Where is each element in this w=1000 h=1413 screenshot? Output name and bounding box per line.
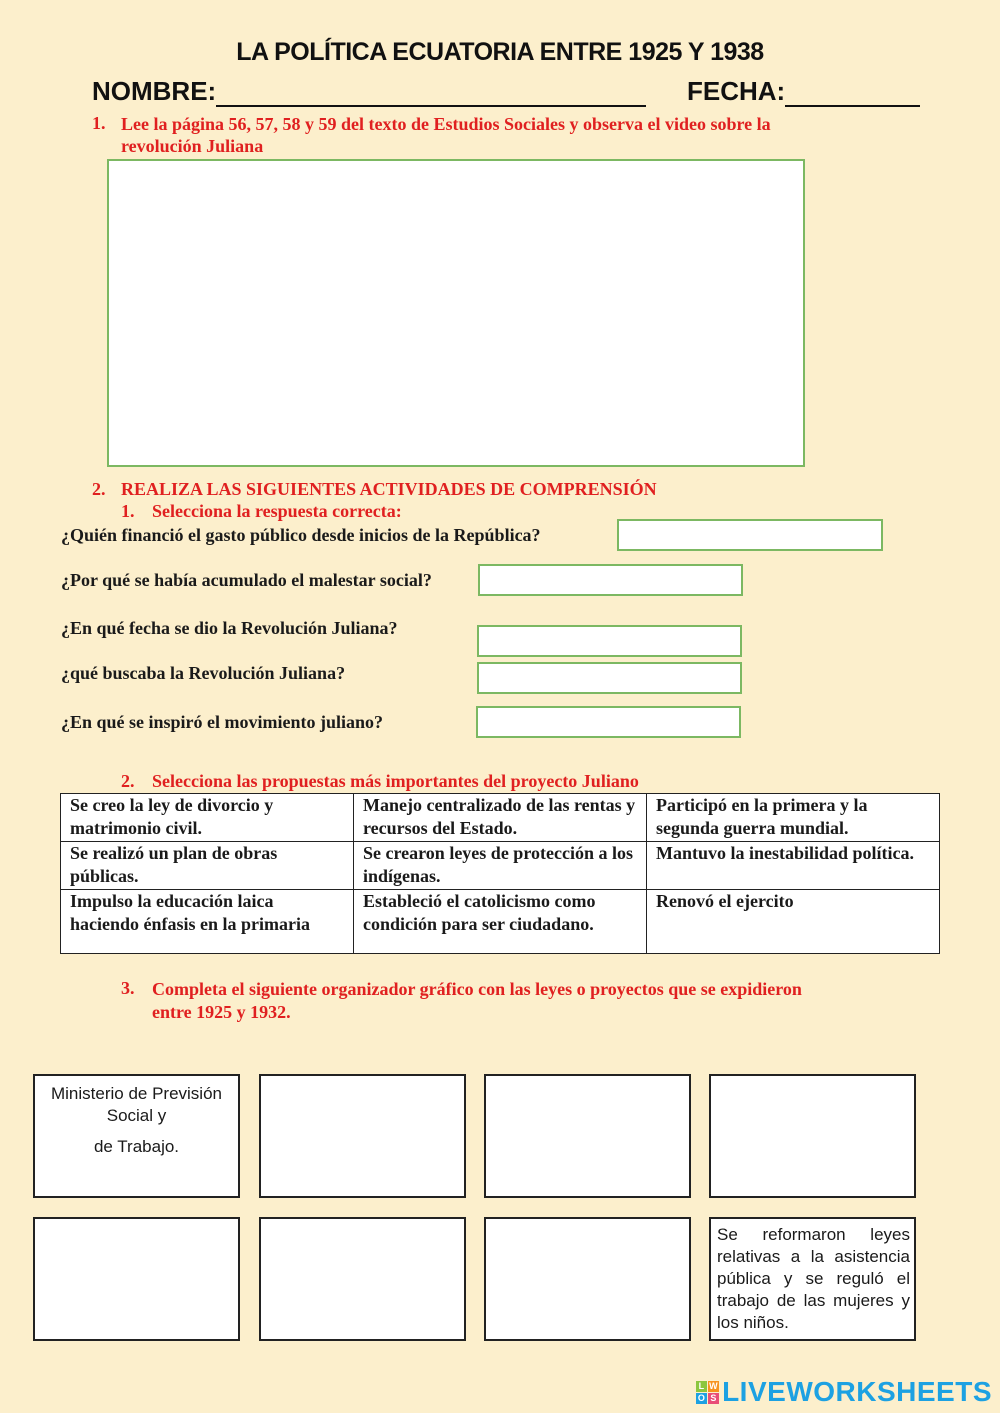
proposal-option[interactable]: Renovó el ejercito <box>647 890 940 954</box>
answer-input-1[interactable] <box>617 519 883 551</box>
section1-text-line1: Lee la página 56, 57, 58 y 59 del texto de Estudios Sociales y observa el video sobre la <box>121 114 771 134</box>
section2-sub1: Selecciona la respuesta correcta: <box>152 501 402 521</box>
proposal-option[interactable]: Estableció el catolicismo como condición para ser ciudadano. <box>354 890 647 954</box>
section3-text-line1: Completa el siguiente organizador gráfico con las leyes o proyectos que se expidieron <box>152 979 802 999</box>
date-label: FECHA: <box>687 76 786 106</box>
organizer-box-1 <box>33 1074 240 1198</box>
organizer-box-3[interactable] <box>484 1074 691 1198</box>
organizer-box-2[interactable] <box>259 1074 466 1198</box>
proposal-option[interactable]: Impulso la educación laica haciendo énfasis en la primaria <box>61 890 354 954</box>
table-row <box>61 794 940 842</box>
name-label: NOMBRE: <box>92 76 217 106</box>
organizer-box-1-text <box>35 1076 238 1158</box>
question-5: ¿En qué se inspiró el movimiento juliano? <box>61 712 384 732</box>
section2-sub2-number: 2. <box>121 771 135 791</box>
section3-number: 3. <box>121 978 135 998</box>
organizer-box-1-line1: Ministerio de Previsión <box>50 1084 222 1103</box>
section2-sub1-number: 1. <box>121 501 135 521</box>
logo-text: LIVEWORKSHEETS <box>722 1376 992 1407</box>
section1-number: 1. <box>92 113 106 133</box>
liveworksheets-logo <box>696 1376 992 1408</box>
date-row <box>687 76 920 107</box>
proposal-option[interactable]: Se crearon leyes de protección a los indígenas. <box>354 842 647 890</box>
organizer-box-1-line3: de Trabajo. <box>93 1137 180 1156</box>
question-4: ¿qué buscaba la Revolución Juliana? <box>61 663 346 683</box>
logo-mark-cell: O <box>697 1392 706 1403</box>
logo-mark-cell: S <box>708 1393 719 1404</box>
proposals-table <box>60 793 940 954</box>
table-row <box>61 842 940 890</box>
video-player[interactable] <box>107 159 805 467</box>
proposal-option[interactable]: Mantuvo la inestabilidad política. <box>647 842 940 890</box>
organizer-box-8-text: Se reformaron leyes relativas a la asistencia pública y se reguló el trabajo de las mujeres y los niños. <box>717 1225 910 1332</box>
answer-input-5[interactable] <box>476 706 741 738</box>
answer-input-4[interactable] <box>477 662 742 694</box>
table-row <box>61 890 940 954</box>
section3-text <box>152 978 802 1024</box>
proposal-option[interactable]: Se creo la ley de divorcio y matrimonio civil. <box>61 794 354 842</box>
answer-input-2[interactable] <box>478 564 743 596</box>
organizer-box-5[interactable] <box>33 1217 240 1341</box>
section2-heading: REALIZA LAS SIGUIENTES ACTIVIDADES DE COMPRENSIÓN <box>121 479 657 499</box>
section2-sub2: Selecciona las propuestas más importantes del proyecto Juliano <box>152 771 639 791</box>
section3-text-line2: entre 1925 y 1932. <box>152 1002 291 1022</box>
section1-text-line2: revolución Juliana <box>121 136 264 156</box>
proposal-option[interactable]: Se realizó un plan de obras públicas. <box>61 842 354 890</box>
answer-input-3[interactable] <box>477 625 742 657</box>
section1-text <box>121 113 771 157</box>
organizer-box-7[interactable] <box>484 1217 691 1341</box>
proposal-option[interactable]: Participó en la primera y la segunda guerra mundial. <box>647 794 940 842</box>
logo-mark-cell: W <box>709 1380 719 1391</box>
logo-mark-icon <box>696 1381 719 1404</box>
logo-mark-cell: L <box>696 1381 707 1392</box>
question-2: ¿Por qué se había acumulado el malestar social? <box>61 570 432 590</box>
section2-number: 2. <box>92 479 106 499</box>
organizer-box-4[interactable] <box>709 1074 916 1198</box>
page-title: LA POLÍTICA ECUATORIA ENTRE 1925 Y 1938 <box>236 38 764 66</box>
question-3: ¿En qué fecha se dio la Revolución Juliana? <box>61 618 398 638</box>
date-blank <box>785 81 920 107</box>
organizer-box-8 <box>709 1217 916 1341</box>
organizer-box-1-line2: Social y <box>106 1106 167 1125</box>
organizer-box-6[interactable] <box>259 1217 466 1341</box>
name-blank <box>216 81 646 107</box>
name-row <box>92 76 646 107</box>
proposal-option[interactable]: Manejo centralizado de las rentas y recursos del Estado. <box>354 794 647 842</box>
question-1: ¿Quién financió el gasto público desde inicios de la República? <box>61 525 541 545</box>
